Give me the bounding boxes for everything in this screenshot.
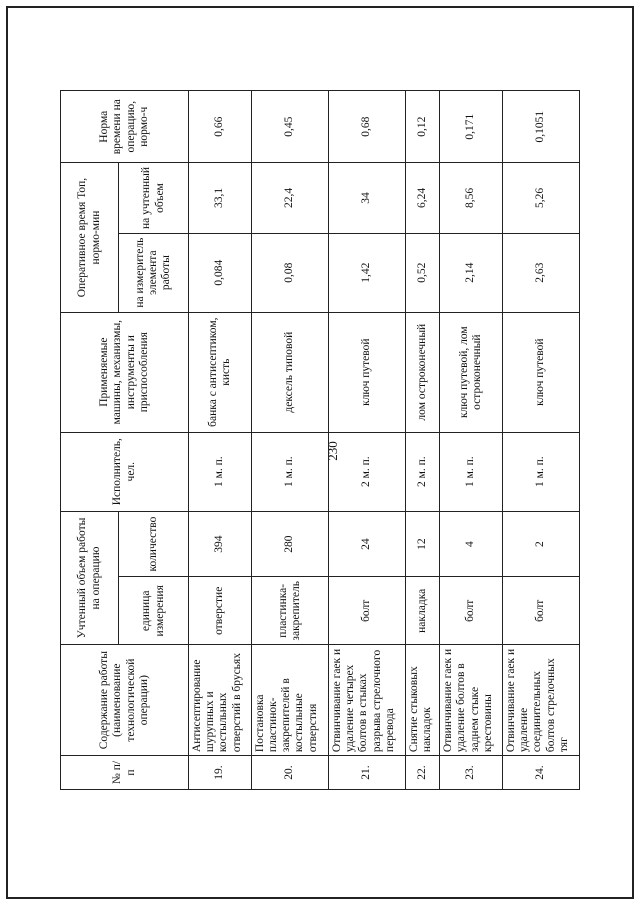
cell-executor: 1 м. п. <box>440 432 503 511</box>
cell-unit: отверстие <box>189 577 252 645</box>
cell-executor: 1 м. п. <box>251 432 328 511</box>
header-row-1 <box>61 91 119 790</box>
header-norm: Норма времени на операцию, нормо-ч <box>61 91 189 163</box>
table-row <box>189 91 252 790</box>
cell-tools: лом остроконечный <box>405 312 439 432</box>
cell-content: Отвинчивание гаек и удаление соединительных болтов стрелочных тяг <box>502 645 579 756</box>
cell-time-volume: 34 <box>328 163 405 233</box>
header-num: № п/п <box>61 756 189 790</box>
cell-time-meter: 0,52 <box>405 233 439 312</box>
cell-qty: 280 <box>251 511 328 577</box>
header-tools: Применяемые машины, механизмы, инструменты и приспособления <box>61 312 189 432</box>
cell-norm: 0,68 <box>328 91 405 163</box>
table-row <box>440 91 503 790</box>
cell-unit: болт <box>502 577 579 645</box>
cell-time-volume: 22,4 <box>251 163 328 233</box>
header-executor: Исполнитель, чел. <box>61 432 189 511</box>
cell-num: 24. <box>502 756 579 790</box>
table-row <box>502 91 579 790</box>
cell-qty: 2 <box>502 511 579 577</box>
cell-tools: дексель типовой <box>251 312 328 432</box>
cell-norm: 0,1051 <box>502 91 579 163</box>
cell-tools: ключ путевой, лом остроконечный <box>440 312 503 432</box>
header-content: Содержание работы (наименование технологической операции) <box>61 645 189 756</box>
cell-time-volume: 5,26 <box>502 163 579 233</box>
header-unit: единица измерения <box>119 577 189 645</box>
cell-num: 23. <box>440 756 503 790</box>
cell-executor: 1 м. п. <box>502 432 579 511</box>
table-row <box>251 91 328 790</box>
cell-unit: накладка <box>405 577 439 645</box>
cell-time-volume: 8,56 <box>440 163 503 233</box>
cell-num: 19. <box>189 756 252 790</box>
cell-content: Отвинчивание гаек и удаление четырех болтов в стыках разрыва стрелочного перевода <box>328 645 405 756</box>
norms-table <box>60 90 580 790</box>
cell-time-meter: 2,14 <box>440 233 503 312</box>
header-volume-group: Учтенный объем работы на операцию <box>61 511 119 644</box>
cell-content: Снятие стыковых накладок <box>405 645 439 756</box>
table-body <box>189 91 580 790</box>
cell-executor: 2 м. п. <box>328 432 405 511</box>
cell-executor: 2 м. п. <box>405 432 439 511</box>
cell-unit: болт <box>328 577 405 645</box>
cell-qty: 4 <box>440 511 503 577</box>
cell-unit: болт <box>440 577 503 645</box>
cell-tools: банка с антисептиком, кисть <box>189 312 252 432</box>
cell-time-volume: 6,24 <box>405 163 439 233</box>
cell-time-volume: 33,1 <box>189 163 252 233</box>
cell-content: Постановка пластинок-закрепителей в костыльные отверстия <box>251 645 328 756</box>
cell-time-meter: 2,63 <box>502 233 579 312</box>
table-row <box>328 91 405 790</box>
cell-time-meter: 0,084 <box>189 233 252 312</box>
cell-qty: 12 <box>405 511 439 577</box>
cell-norm: 0,171 <box>440 91 503 163</box>
rotated-table-wrapper <box>60 90 580 790</box>
cell-norm: 0,66 <box>189 91 252 163</box>
cell-content: Отвинчивание гаек и удаление болтов в заднем стыке крестовины <box>440 645 503 756</box>
cell-norm: 0,12 <box>405 91 439 163</box>
cell-num: 20. <box>251 756 328 790</box>
header-time-volume: на учтенный объем <box>119 163 189 233</box>
cell-executor: 1 м. п. <box>189 432 252 511</box>
header-qty: количество <box>119 511 189 577</box>
cell-norm: 0,45 <box>251 91 328 163</box>
page-number: 230 <box>324 441 340 461</box>
header-time-meter: на измеритель элемента работы <box>119 233 189 312</box>
cell-time-meter: 1,42 <box>328 233 405 312</box>
cell-qty: 24 <box>328 511 405 577</box>
cell-qty: 394 <box>189 511 252 577</box>
cell-tools: ключ путевой <box>328 312 405 432</box>
cell-tools: ключ путевой <box>502 312 579 432</box>
cell-time-meter: 0,08 <box>251 233 328 312</box>
cell-num: 21. <box>328 756 405 790</box>
cell-unit: пластинка-закрепитель <box>251 577 328 645</box>
cell-num: 22. <box>405 756 439 790</box>
table-row <box>405 91 439 790</box>
header-time-group: Оперативное время Топ, нормо-мин <box>61 163 119 312</box>
cell-content: Антисептирование шурупных и костыльных отверстий в брусьях <box>189 645 252 756</box>
